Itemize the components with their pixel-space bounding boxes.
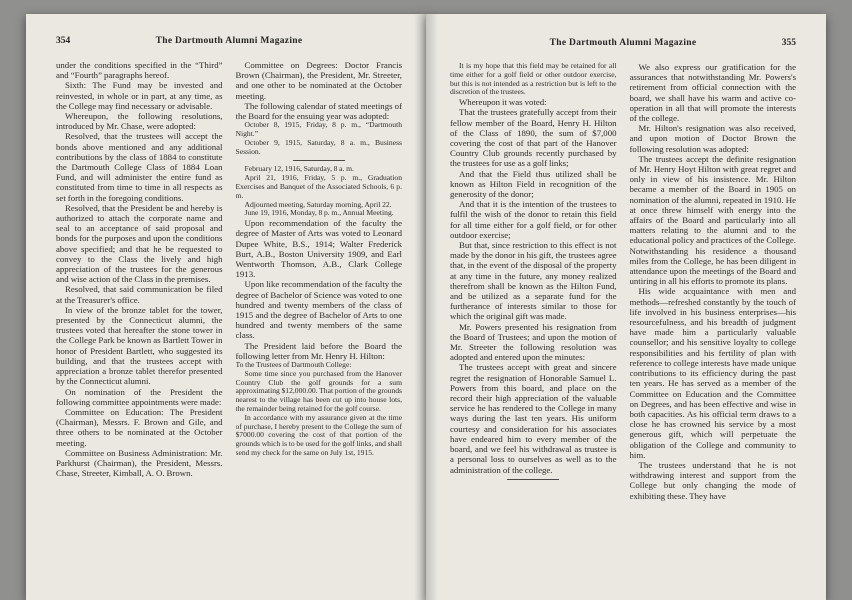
page-number: 355 xyxy=(781,38,796,48)
paragraph: And that it is the intention of the trustees to fulfil the wish of the donor to retain this field for all time either for a golf field, or for other outdoor exercise; xyxy=(450,199,617,240)
paragraph: Resolved, that the President be and hereby is authorized to attach the corporate name and seal to an acceptance of said proposal and bonds for the purposes and upon the conditions above specified; and that he be requested to convey to the Class the lively and high appreciation of the trustees for the generous and wise action of the Class in the premises. xyxy=(56,202,223,285)
paragraph: June 19, 1916, Monday, 8 p. m., Annual Meeting. xyxy=(244,208,394,218)
paragraph: Upon recommendation of the faculty the degree of Master of Arts was voted to Leonard Dupee White, B.S., 1914; Walter Frederick Burt, A.B., Boston University 1909, and Earl Wentworth Thomson, A.B., Clark College 1913. xyxy=(235,218,402,280)
paragraph: Committee on Education: The President (Chairman), Messrs. F. Brown and Gile, and three others to be nominated at the October meeting. xyxy=(56,406,223,448)
paragraph: But that, since restriction to this effect is not made by the donor in his gift, the trustees agree that, in the event of the disposal of the property at any time in the future, any money realized therefrom shall be known as the Hilton Fund, and be utilized as a separate fund for the furtherance of interests similar to those for which the original gift was made. xyxy=(450,240,617,322)
paragraph: In accordance with my assurance given at the time of purchase, I hereby present to the College the sum of $7000.00 covering the cost of that portion of the grounds which is to be used for the golf links, and shall send my check for the same on July 1st, 1915. xyxy=(235,412,402,457)
page-body-right xyxy=(450,62,796,600)
paragraph: The following calendar of stated meetings of the Board for the ensuing year was adopted: xyxy=(235,100,402,122)
paragraph: Whereupon it was voted: xyxy=(459,97,547,108)
paragraph: That the trustees gratefully accept from their fellow member of the Board, Henry H. Hilton of the Class of 1890, the sum of $7,000 covering the cost of that part of the Hanover Country Club grounds recently purchased by the trustees for use as a golf links; xyxy=(450,107,617,169)
paragraph: Committee on Business Administration: Mr. Parkhurst (Chairman), the President, Messrs. Chase, Streeter, Kimball, A. O. Brown. xyxy=(56,447,223,479)
page-354-column-2 xyxy=(236,60,403,598)
magazine-title: The Dartmouth Alumni Magazine xyxy=(549,38,697,48)
paragraph: In view of the bronze tablet for the tower, presented by the Connecticut alumni, the trustees voted that hereafter the stone tower in the College Park be known as Bartlett Tower in honor of President Bartlett, who suggested its building, and that the trustees accept with appreciation a bronze tablet therefor presented by the Connecticut alumni. xyxy=(56,304,223,387)
magazine-title: The Dartmouth Alumni Magazine xyxy=(155,36,303,46)
page-number: 354 xyxy=(56,36,71,46)
section-divider xyxy=(507,479,559,480)
paragraph: To the Trustees of Dartmouth College: xyxy=(235,360,352,370)
paragraph: On nomination of the President the following committee appointments were made: xyxy=(56,386,223,407)
page-354 xyxy=(26,14,426,600)
paragraph: Upon like recommendation of the faculty the degree of Bachelor of Science was voted to one hundred and twenty members of the class of 1915 and the degree of Bachelor of Arts to one hundred and twenty members of the same class. xyxy=(235,279,402,341)
section-divider xyxy=(293,160,345,161)
paragraph: April 21, 1916, Friday, 5 p. m., Graduation Exercises and Banquet of the Associated Schools, 6 p. m. xyxy=(235,173,402,200)
paragraph: It is my hope that this field may be retained for all time either for a golf field or other outdoor exercise, but this is not intended as a restriction but is left to the discretion of the trustees. xyxy=(450,62,617,97)
paragraph: Committee on Degrees: Doctor Francis Brown (Chairman), the President, Mr. Streeter, and one other to be nominated at the October meeting. xyxy=(235,60,402,101)
paragraph: We also express our gratification for the assurances that notwithstanding Mr. Powers's retirement from official connection with the board, we shall have his warm and active co-operation in all that will promote the interests of the college. xyxy=(629,62,796,124)
paragraph: Mr. Powers presented his resignation from the Board of Trustees; and upon the motion of Mr. Streeter the following resolution was adopted and entered upon the minutes: xyxy=(450,321,617,363)
paragraph: Whereupon, the following resolutions, introduced by Mr. Chase, were adopted: xyxy=(56,111,223,132)
page-header-right xyxy=(450,38,796,53)
page-355-column-2 xyxy=(630,62,797,600)
paragraph: Resolved, that the trustees will accept the bonds above mentioned and any additional contributions by the class of 1884 to constitute the Dartmouth College Class of 1884 Loan Fund, and will administer the entire fund as constituted from time to time in all respects as set forth in the foregoing conditions. xyxy=(56,131,223,203)
paragraph: under the conditions specified in the “Third” and “Fourth” paragraphs hereof. xyxy=(56,60,223,81)
page-body-left xyxy=(56,60,402,598)
paragraph: The trustees understand that he is not withdrawing interest and support from the College but only changing the mode of exhibiting these. They have xyxy=(629,459,796,501)
paragraph: The President laid before the Board the following letter from Mr. Henry H. Hilton: xyxy=(235,340,402,361)
paragraph: His wide acquaintance with men and methods—refreshed constantly by the touch of life involved in his business enterprises—his resourcefulness, and his breadth of judgment have made him a particularly valuable counsellor; and his sensitive loyalty to college responsibilities and his fertility of plan with reference to college interests have made unique contributions to its efficiency during the past ten years. He has served as a member of the Committee on Education and the Committee on Degrees, and has been effective and wise in both capacities. As his official term draws to a close he has crowned his service by a most generous gift, which will perpetuate the obligation of the College and community to him. xyxy=(629,286,796,460)
paragraph: The trustees accept with great and sincere regret the resignation of Honorable Samuel L. Powers from this board, and place on the record their high appreciation of the valuable service he has rendered to the College in many ways during the last ten years. His uniform courtesy and consideration for his associates have endeared him to every member of the board, and we feel his withdrawal as trustee is a personal loss to ourselves as well as to the administration of the college. xyxy=(450,362,617,475)
paragraph: October 9, 1915, Saturday, 8 a. m., Business Session. xyxy=(235,137,402,156)
page-header-left xyxy=(56,36,402,51)
page-354-column-1 xyxy=(56,60,223,598)
paragraph: Resolved, that said communication be filed at the Treasurer's office. xyxy=(56,284,223,305)
paragraph: Mr. Hilton's resignation was also received, and upon motion of Doctor Brown the following resolution was adopted: xyxy=(629,123,796,154)
paragraph: Adjourned meeting, Saturday morning, April 22. xyxy=(244,199,392,209)
paragraph: And that the Field thus utilized shall be known as Hilton Field in recognition of the generosity of the donor; xyxy=(450,168,617,200)
page-355-column-1 xyxy=(450,62,617,600)
paragraph: October 8, 1915, Friday, 8 p. m., “Dartmouth Night.” xyxy=(235,120,402,139)
magazine-spread xyxy=(26,14,826,600)
paragraph: Sixth: The Fund may be invested and reinvested, in whole or in part, at any time, as the College may find necessary or advisable. xyxy=(56,80,223,111)
paragraph: Some time since you purchased from the Hanover Country Club the golf grounds for a sum approximating $12,000.00. That portion of the grounds nearest to the village has been cut up into house lots, the remainder being retained for the golf course. xyxy=(235,368,402,414)
page-355 xyxy=(426,14,826,600)
paragraph: February 12, 1916, Saturday, 8 a. m. xyxy=(244,164,354,174)
paragraph: The trustees accept the definite resignation of Mr. Henry Hoyt Hilton with great regret and only in view of his insistence. Mr. Hilton became a member of the Board in 1905 on nomination of the alumni, repeated in 1910. He at once threw himself with energy into the affairs of the Board and particularly into all matters relating to the alumni and to the educational policy and practices of the College. Notwithstanding his residence a thousand miles from the College, he has been diligent in attendance upon the meetings of the Board and untiring in all his efforts to promote its plans. xyxy=(629,153,796,287)
